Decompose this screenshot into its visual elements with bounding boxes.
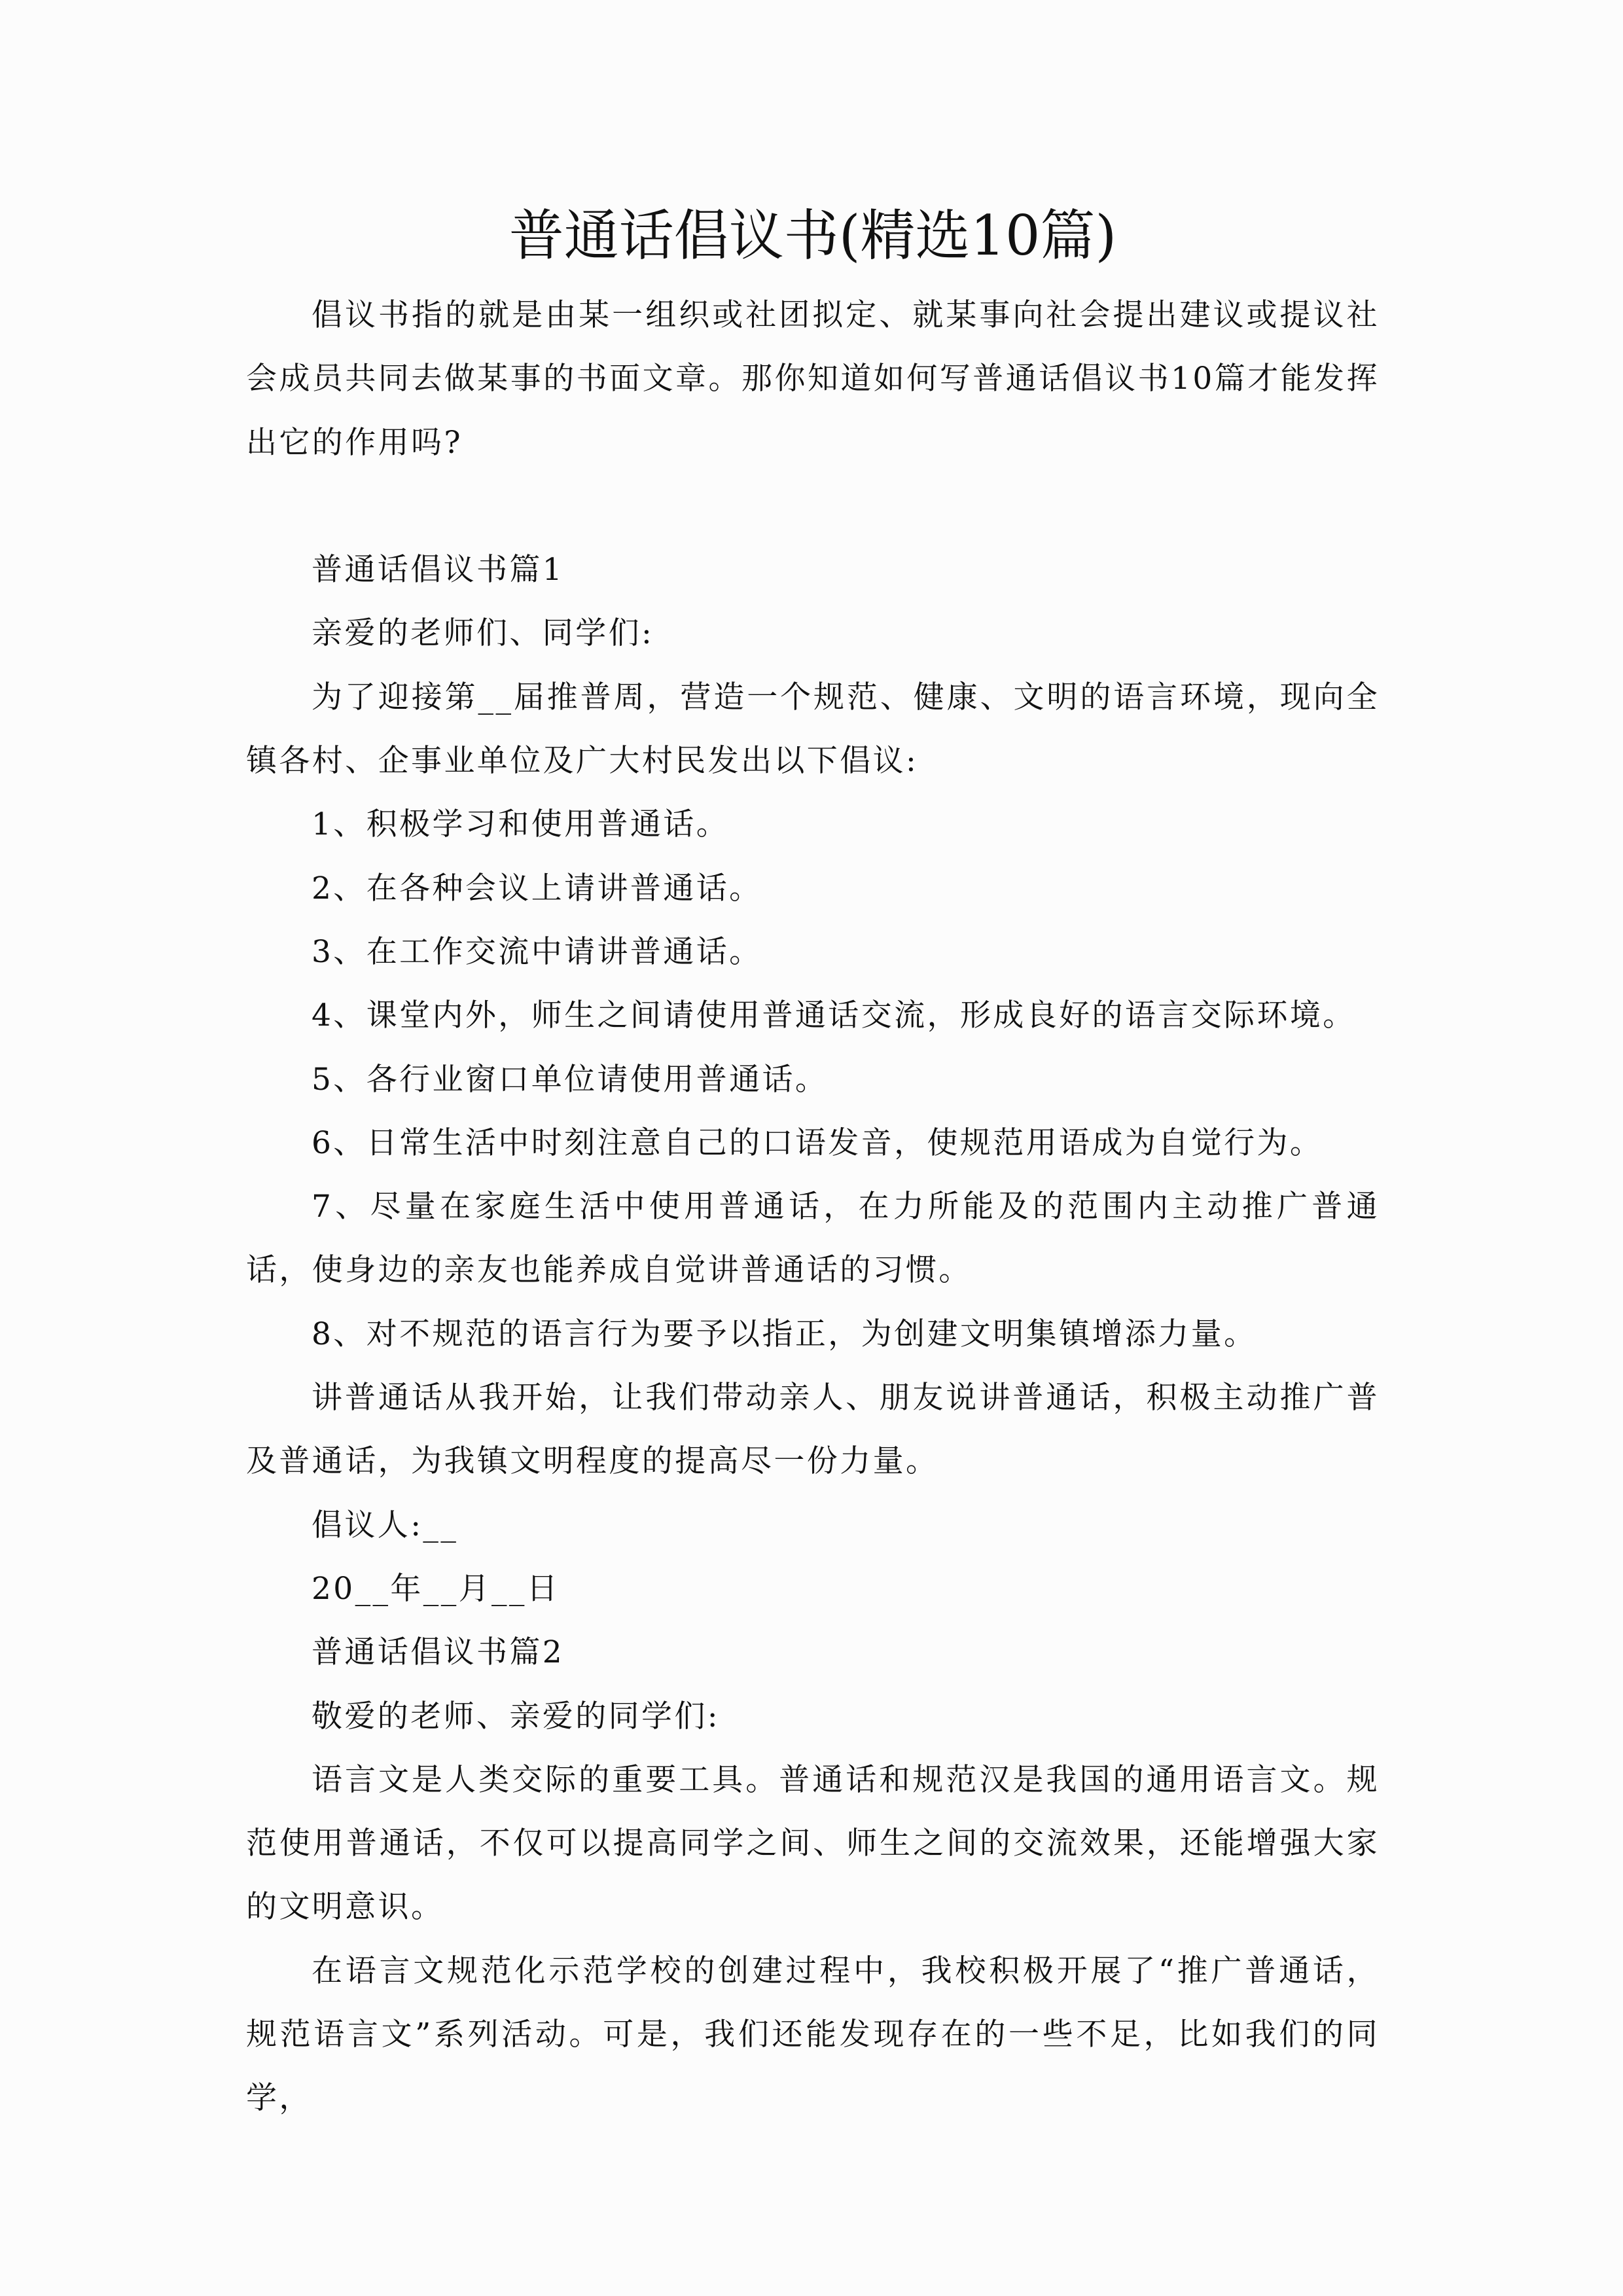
closing-paragraph: 讲普通话从我开始，让我们带动亲人、朋友说讲普通话，积极主动推广普及普通话，为我镇文明程度的提高尽一份力量。 — [246, 1380, 1380, 1480]
paragraph: 为了迎接第__届推普周，营造一个规范、健康、文明的语言环境，现向全镇各村、企事业单位及广大村民发出以下倡议: — [246, 679, 1380, 780]
section-2 — [246, 1621, 1380, 2130]
salutation: 敬爱的老师、亲爱的同学们: — [312, 1698, 721, 1734]
proposal-item-6: 6、日常生活中时刻注意自己的口语发音，使规范用语成为自觉行为。 — [312, 1124, 1323, 1161]
intro-paragraph: 倡议书指的就是由某一组织或社团拟定、就某事向社会提出建议或提议社会成员共同去做某事的书面文章。那你知道如何写普通话倡议书10篇才能发挥出它的作用吗? — [246, 297, 1380, 461]
proposal-item-4: 4、课堂内外，师生之间请使用普通话交流，形成良好的语言交际环境。 — [312, 997, 1356, 1034]
proposal-item-3: 3、在工作交流中请讲普通话。 — [312, 933, 762, 970]
date-line: 20__年__月__日 — [312, 1570, 560, 1607]
proposal-item-8: 8、对不规范的语言行为要予以指正，为创建文明集镇增添力量。 — [312, 1316, 1257, 1352]
proposal-item-1: 1、积极学习和使用普通话。 — [312, 806, 730, 843]
paragraph: 语言文是人类交际的重要工具。普通话和规范汉是我国的通用语言文。规范使用普通话，不仅可以提高同学之间、师生之间的交流效果，还能增强大家的文明意识。 — [246, 1761, 1380, 1926]
signature-line: 倡议人:__ — [312, 1507, 459, 1543]
blank-line — [246, 475, 1380, 538]
document-title: 普通话倡议书(精选10篇) — [508, 204, 1117, 268]
salutation: 亲爱的老师们、同学们: — [312, 615, 654, 652]
document-body — [246, 283, 1380, 2130]
section-heading: 普通话倡议书篇1 — [312, 552, 565, 588]
proposal-item-5: 5、各行业窗口单位请使用普通话。 — [312, 1061, 829, 1098]
paragraph: 在语言文规范化示范学校的创建过程中，我校积极开展了“推广普通话，规范语言文”系列活动。可是，我们还能发现存在的一些不足，比如我们的同学， — [246, 1952, 1380, 2117]
proposal-item-7: 7、尽量在家庭生活中使用普通话，在力所能及的范围内主动推广普通话，使身边的亲友也能养成自觉讲普通话的习惯。 — [246, 1189, 1380, 1289]
proposal-item-2: 2、在各种会议上请讲普通话。 — [312, 870, 762, 906]
section-1 — [246, 538, 1380, 1621]
section-heading: 普通话倡议书篇2 — [312, 1634, 565, 1671]
